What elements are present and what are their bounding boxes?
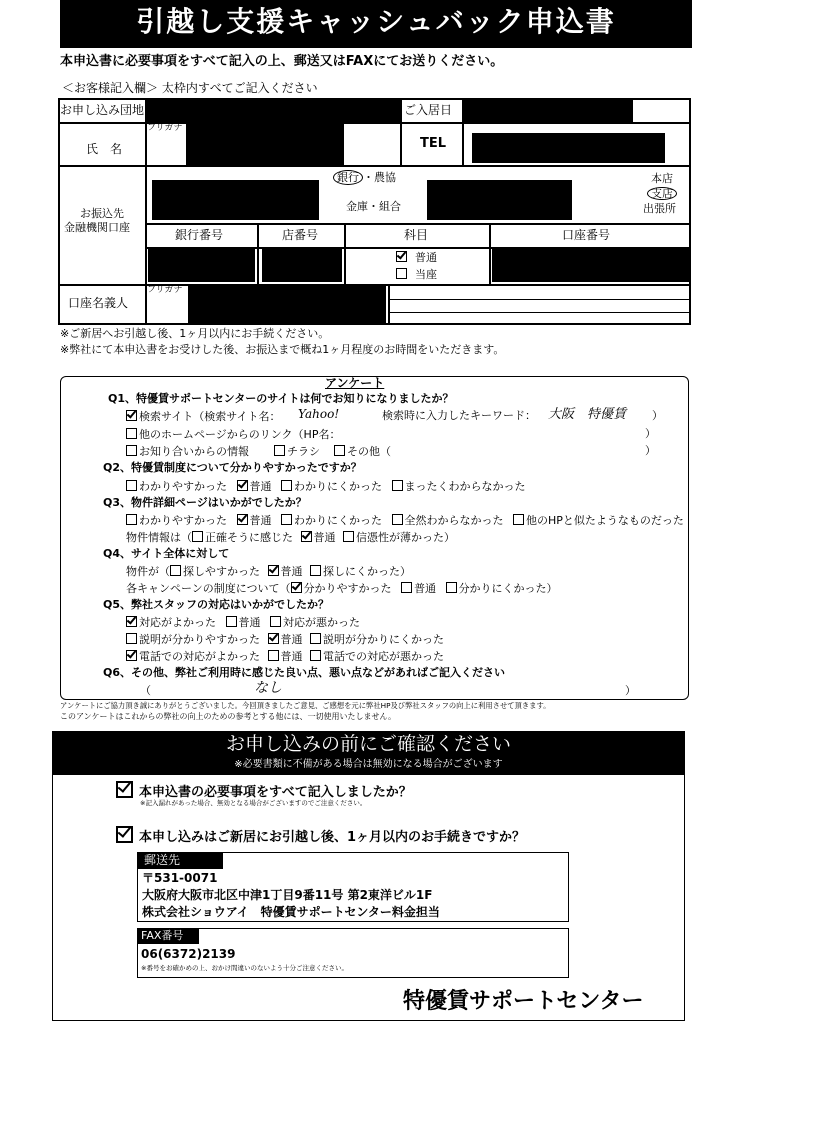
checkbox-icon [310, 633, 321, 644]
checkbox-icon [126, 650, 137, 661]
q3-sub-label: 物件情報は（ [126, 531, 192, 544]
mail-address: 大阪府大阪市北区中津1丁目9番11号 第2東洋ビル1F [142, 888, 433, 902]
q1-option-friend[interactable] [126, 445, 249, 457]
check-2-label: 本申し込みはご新居にお引越し後、1ヶ月以内のお手続きですか？ [139, 830, 526, 845]
q3-sub3-label: 信憑性が薄かった） [356, 531, 455, 544]
q3-opt2-label: 普通 [249, 514, 272, 527]
checkbox-icon [126, 480, 137, 491]
shiten-label: 支店 [647, 187, 677, 200]
q3-sub2-label: 普通 [313, 531, 336, 544]
redaction [472, 133, 665, 163]
q3-opt3-label: わかりにくかった [294, 514, 382, 527]
q4-b2-label: 普通 [414, 582, 437, 595]
q5-a1-label: 対応がよかった [139, 616, 216, 629]
q5-text: Q5、弊社スタッフの対応はいかがでしたか？ [103, 598, 330, 611]
col-divider [400, 122, 402, 165]
brand-logo-text: 特優賃サポートセンター [403, 988, 644, 1014]
q5-b1-label: 説明が分かりやすかった [139, 633, 260, 646]
q1-keyword-value: 大阪 特優賃 [548, 407, 627, 422]
check-1-note: ※記入漏れがあった場合、無効となる場合がございますのでご注意ください。 [140, 799, 367, 807]
col-divider [462, 122, 464, 165]
checkbox-icon [396, 251, 407, 262]
transfer-label-2: 金融機関口座 [64, 221, 130, 234]
shucchojo-label: 出張所 [643, 202, 676, 215]
checkbox-icon [513, 514, 524, 525]
q4-b-options[interactable] [126, 582, 558, 594]
q6-close-paren: ） [625, 684, 636, 697]
toza-label: 当座 [415, 268, 437, 281]
checkbox-icon [116, 781, 133, 798]
branch-no-header: 店番号 [282, 228, 319, 242]
q5-b3-label: 説明が分かりにくかった [323, 633, 444, 646]
survey-title: アンケート [325, 376, 385, 390]
tel-label: TEL [420, 136, 447, 151]
checkbox-icon [334, 445, 345, 456]
checkbox-icon [301, 531, 312, 542]
q1-keyword-label: 検索時に入力したキーワード： [382, 409, 536, 422]
q5-c3-label: 電話での対応が悪かった [323, 650, 444, 663]
check-2[interactable] [116, 826, 525, 844]
q1-option-link[interactable] [126, 428, 340, 440]
row-divider [145, 223, 691, 225]
checkbox-icon [281, 480, 292, 491]
checkbox-icon [192, 531, 203, 542]
checkbox-icon [226, 616, 237, 627]
q2-options[interactable] [126, 480, 526, 492]
q5-c-options[interactable] [126, 650, 444, 662]
name-label: 氏 名 [86, 142, 123, 156]
checkbox-icon [270, 616, 281, 627]
checkbox-icon [310, 650, 321, 661]
checkbox-icon [274, 445, 285, 456]
redaction [188, 286, 386, 323]
checkbox-icon [268, 565, 279, 576]
checkbox-icon [126, 616, 137, 627]
q2-opt2-label: 普通 [249, 480, 272, 493]
mail-label: 郵送先 [144, 853, 181, 867]
toza-option[interactable] [396, 268, 437, 280]
q1-option-search[interactable] [126, 410, 280, 422]
redaction [148, 249, 255, 282]
customer-section-label: ＜お客様記入欄＞ 太枠内すべてご記入ください [62, 81, 318, 95]
q1-option-other[interactable] [334, 445, 391, 457]
redaction [427, 180, 572, 220]
q1-flyer-label: チラシ [287, 445, 320, 458]
col-divider [257, 223, 259, 284]
honten-label: 本店 [651, 172, 673, 185]
q2-opt1-label: わかりやすかった [139, 480, 227, 493]
paren-close: ） [645, 444, 656, 457]
confirm-subtitle: ※必要書類に不備がある場合は無効になる場合がございます [234, 759, 503, 770]
instruction-text: 本申込書に必要事項をすべて記入の上、郵送又はFAXにてお送りください。 [60, 54, 504, 69]
checkbox-icon [126, 633, 137, 644]
q1-link-label: 他のホームページからのリンク（HP名： [139, 428, 341, 441]
check-1[interactable] [116, 781, 412, 799]
postal-code: 〒531-0071 [142, 871, 218, 885]
checkbox-icon [268, 633, 279, 644]
survey-footnote-1: アンケートにご協力頂き誠にありがとうございました。今回頂きましたご意見、ご感想を元に弊社HP及び弊社スタッフの向上に利用させて頂きます。 [60, 701, 551, 710]
q1-other-label: その他（ [347, 445, 391, 458]
checkbox-icon [446, 582, 457, 593]
survey-footnote-2: このアンケートはこれからの弊社の向上のための参考とする他には、一切使用いたしません。 [60, 712, 396, 721]
checkbox-icon [396, 268, 407, 279]
checkbox-icon [126, 410, 137, 421]
q5-c1-label: 電話での対応がよかった [139, 650, 260, 663]
checkbox-icon [268, 650, 279, 661]
q4-a1-label: 探しやすかった [183, 565, 260, 578]
q1-site-name: Yahoo! [298, 407, 340, 421]
q3-opt4-label: 全然わからなかった [404, 514, 504, 527]
note-1: ※ご新居へお引越し後、1ヶ月以内にお手続ください。 [60, 327, 330, 340]
q5-c2-label: 普通 [280, 650, 303, 663]
redaction [463, 99, 633, 122]
q6-text: Q6、その他、弊社ご利用時に感じた良い点、悪い点などがあればご記入ください [103, 666, 506, 679]
move-in-date-label: ご入居日 [404, 103, 453, 117]
bank-circled: 銀行 [333, 170, 363, 185]
redaction [146, 99, 400, 122]
q5-a2-label: 普通 [238, 616, 261, 629]
holder-label: 口座名義人 [68, 296, 129, 310]
col-divider [344, 223, 346, 284]
account-no-header: 口座番号 [562, 228, 611, 242]
checkbox-icon [281, 514, 292, 525]
checkbox-icon [291, 582, 302, 593]
q4-a-label: 物件が（ [126, 565, 170, 578]
row-divider [388, 312, 691, 313]
q3-text: Q3、物件詳細ページはいかがでしたか？ [103, 496, 307, 509]
q4-a-options[interactable] [126, 565, 411, 577]
fax-label: FAX番号 [141, 929, 184, 942]
checkbox-icon [392, 514, 403, 525]
col-divider [388, 284, 390, 325]
q4-b1-label: 分かりやすかった [303, 582, 392, 595]
page-title: 引越し支援キャッシュバック申込書 [136, 5, 616, 38]
confirm-title: お申し込みの前にご確認ください [225, 733, 511, 755]
q2-opt4-label: まったくわからなかった [404, 480, 526, 493]
redaction [186, 123, 344, 165]
q1-friend-label: お知り合いからの情報 [139, 445, 249, 458]
q1-option-flyer[interactable] [274, 445, 320, 457]
q4-text: Q4、サイト全体に対して [103, 547, 230, 560]
col-divider [400, 98, 402, 122]
paren-close: ） [645, 427, 656, 440]
checkbox-icon [126, 445, 137, 456]
q4-b3-label: 分かりにくかった） [458, 582, 558, 595]
q5-b-options[interactable] [126, 633, 444, 645]
q3-opt5-label: 他のHPと似たようなものだった [526, 514, 684, 527]
transfer-label: お振込先 [80, 207, 124, 220]
q5-b2-label: 普通 [280, 633, 303, 646]
row-divider [388, 299, 691, 300]
q4-a2-label: 普通 [280, 565, 303, 578]
col-divider [489, 223, 491, 284]
q3-sub1-label: 正確そうに感じた [205, 531, 293, 544]
bank-type-rest: ・農協 [363, 171, 396, 184]
q1-text: Q1、特優賃サポートセンターのサイトは何でお知りになりましたか？ [108, 392, 454, 405]
q5-a-options[interactable] [126, 616, 360, 628]
apply-complex-label: お申し込み団地 [60, 103, 145, 117]
check-1-label: 本申込書の必要事項をすべて記入しましたか？ [139, 785, 412, 800]
checkbox-icon [392, 480, 403, 491]
q6-open-paren: （ [140, 684, 151, 697]
kinko-label: 金庫・組合 [346, 200, 401, 213]
futsu-label: 普通 [415, 251, 437, 264]
q3-opt1-label: わかりやすかった [139, 514, 227, 527]
bank-type-select[interactable] [333, 169, 396, 185]
redaction [262, 249, 342, 282]
holder-furigana-label: フリガナ [147, 285, 183, 295]
redaction [152, 180, 319, 220]
q4-b-label: 各キャンペーンの制度について（ [126, 582, 291, 595]
futsu-option[interactable] [396, 251, 437, 263]
fax-number: 06(6372)2139 [141, 947, 236, 961]
paren-close: ） [652, 409, 663, 422]
checkbox-icon [116, 826, 133, 843]
account-type-header: 科目 [404, 228, 429, 242]
q4-a3-label: 探しにくかった） [323, 565, 411, 578]
q2-opt3-label: わかりにくかった [294, 480, 382, 493]
checkbox-icon [310, 565, 321, 576]
checkbox-icon [237, 480, 248, 491]
redaction [492, 249, 689, 282]
q1-search-label: 検索サイト（検索サイト名： [139, 410, 281, 423]
furigana-label: フリガナ [147, 123, 183, 133]
checkbox-icon [126, 514, 137, 525]
q3-options[interactable] [126, 514, 684, 526]
note-2: ※弊社にて本申込書をお受けした後、お振込まで概ね1ヶ月程度のお時間をいただきます。 [60, 343, 505, 356]
checkbox-icon [343, 531, 354, 542]
q5-a3-label: 対応が悪かった [283, 616, 360, 629]
fax-note: ※番号をお確かめの上、おかけ間違いのないよう十分ご注意ください。 [141, 964, 348, 972]
q2-text: Q2、特優賃制度について分かりやすかったですか？ [103, 461, 362, 474]
bank-no-header: 銀行番号 [175, 228, 224, 242]
checkbox-icon [237, 514, 248, 525]
company-name: 株式会社ショウアイ 特優賃サポートセンター料金担当 [142, 905, 440, 919]
q6-answer: なし [254, 680, 282, 696]
checkbox-icon [401, 582, 412, 593]
q3-sub-options[interactable] [126, 531, 455, 543]
checkbox-icon [126, 428, 137, 439]
checkbox-icon [170, 565, 181, 576]
row-divider [58, 165, 691, 167]
